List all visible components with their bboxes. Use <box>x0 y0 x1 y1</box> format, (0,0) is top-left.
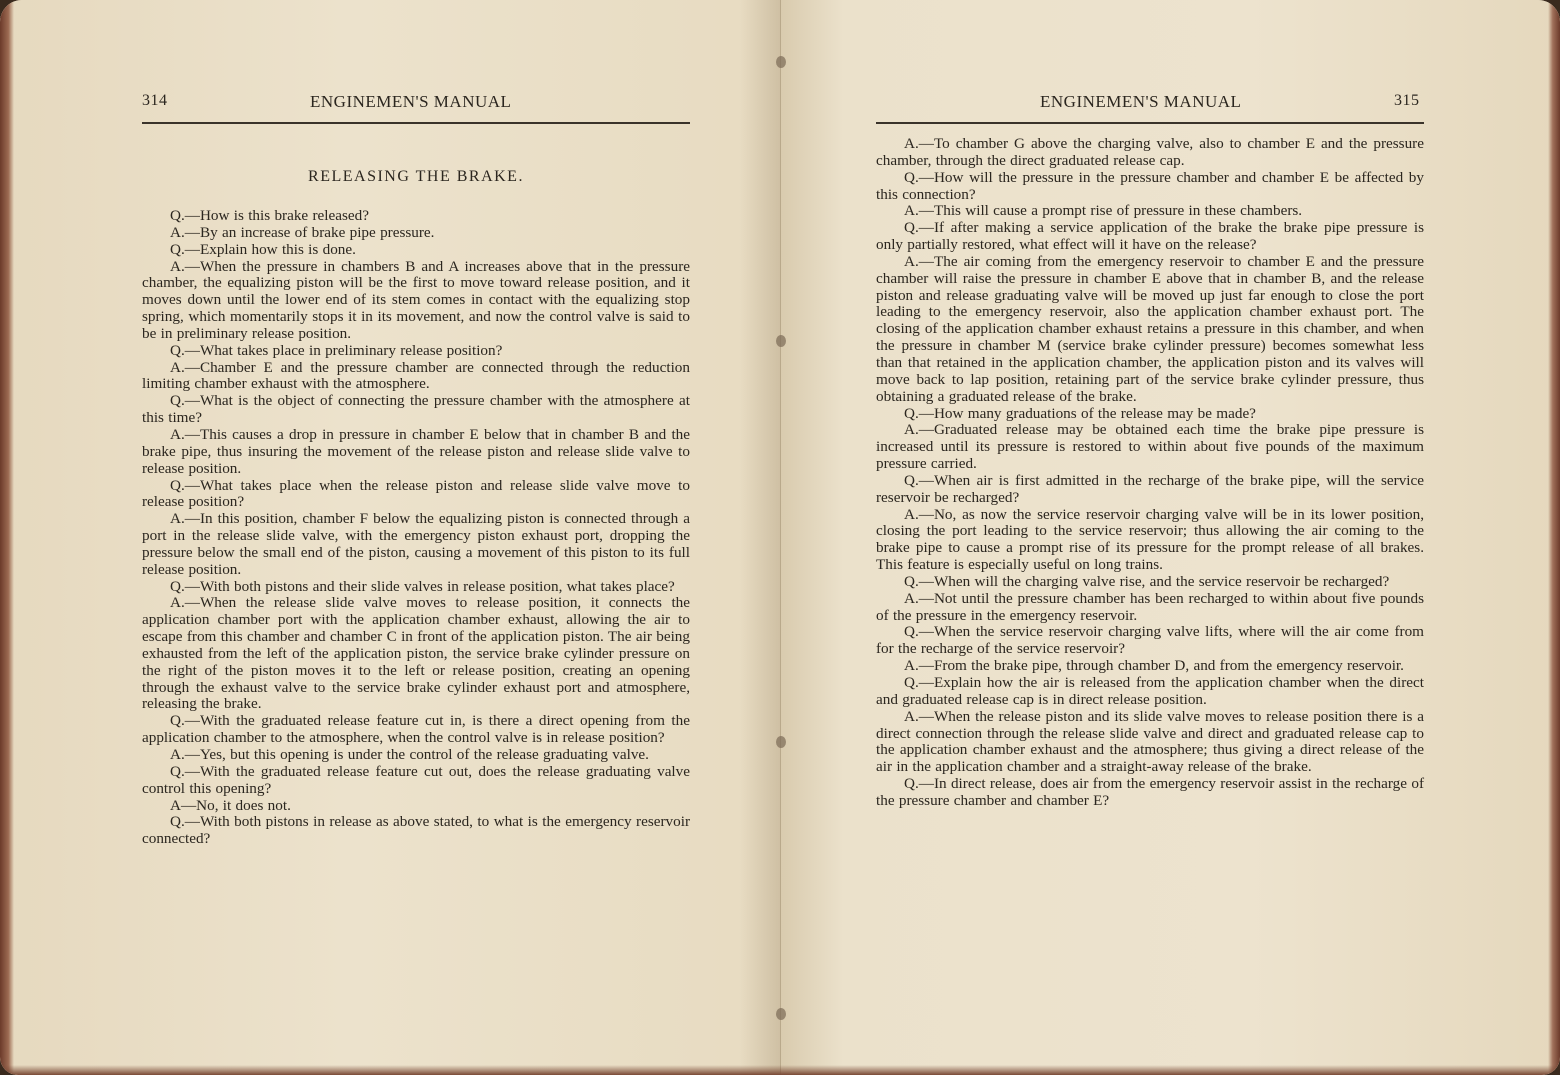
paragraph: Q.—In direct release, does air from the emergency reservoir assist in the recharge of the pressure chamber and chamber E? <box>876 775 1424 809</box>
cover-edge-right <box>1548 0 1560 1075</box>
page-number-left: 314 <box>142 92 168 109</box>
paragraph: A.—When the release piston and its slide valve moves to release position there is a direct connection through the release slide valve and direct and graduated release cap to the application chamber exhaust and the atmosphere; thus giving a direct release of the air in the application chamber and a straight-away release of the brake. <box>876 707 1424 776</box>
header-rule-right <box>876 122 1424 124</box>
left-page-header <box>142 92 690 118</box>
paragraph: Q.—With the graduated release feature cut in, is there a direct opening from the application chamber to the atmosphere, when the control valve is in release position? <box>142 712 690 747</box>
paragraph: A.—In this position, chamber F below the equalizing piston is connected through a port in the release slide valve, with the emergency piston exhaust port, dropping the pressure below the small end of the piston, causing a movement of this piston to its full release position. <box>142 510 690 578</box>
paragraph: Q.—When the service reservoir charging valve lifts, where will the air come from for the recharge of the service reservoir? <box>876 623 1424 658</box>
paragraph: Q.—How many graduations of the release may be made? <box>904 404 1256 422</box>
paragraph: Q.—Explain how this is done. <box>170 240 356 258</box>
paragraph: Q.—What is the object of connecting the pressure chamber with the atmosphere at this time? <box>142 392 690 427</box>
left-page-body <box>142 208 690 848</box>
paragraph: A.—No, as now the service reservoir charging valve will be in its lower position, closing the port leading to the service reservoir; thus allowing the air coming to the brake pipe to cause a prompt rise of its pressure for the prompt release of all brakes. This feature is especially useful on long trains. <box>876 505 1424 574</box>
paragraph: Q.—What takes place in preliminary release position? <box>170 341 503 359</box>
paragraph: Q.—How is this brake released? <box>170 207 369 224</box>
paragraph: A.—The air coming from the emergency reservoir to chamber E and the pressure chamber will raise the pressure in chamber E above that in chamber B, and the release piston and release graduating valve will be moved up just far enough to close the port leading to the emergency reservoir, also the application chamber exhaust port. The closing of the application chamber exhaust retains a pressure in this chamber, and when the pressure in chamber M (service brake cylinder pressure) becomes somewhat less than that retained in the application chamber, the application piston and its valves will move back to lap position, retaining part of the service brake cylinder pressure, thus obtaining a graduated release of the brake. <box>876 252 1424 405</box>
cover-edge-left <box>0 0 14 1075</box>
paragraph: A.—Graduated release may be obtained each time the brake pipe pressure is increased until its pressure is restored to within about five pounds of the maximum pressure carried. <box>876 421 1424 473</box>
paragraph: Q.—How will the pressure in the pressure chamber and chamber E be affected by this connection? <box>876 168 1424 203</box>
running-head-right: ENGINEMEN'S MANUAL <box>1040 92 1242 111</box>
binding-stitch <box>776 1008 786 1020</box>
binding-stitch <box>776 56 786 68</box>
paragraph: Q.—If after making a service application of the brake the brake pipe pressure is only partially restored, what effect will it have on the release? <box>876 219 1424 254</box>
paragraph: A.—Chamber E and the pressure chamber are connected through the reduction limiting chamber exhaust with the atmosphere. <box>142 358 690 393</box>
paragraph: Q.—With the graduated release feature cut out, does the release graduating valve control this opening? <box>142 762 690 797</box>
right-page <box>781 0 1560 1075</box>
binding-stitch <box>776 736 786 748</box>
right-page-body <box>876 136 1424 810</box>
paragraph: A.—This causes a drop in pressure in chamber E below that in chamber B and the brake pipe, thus insuring the movement of the release piston and release slide valve to release position. <box>142 425 690 477</box>
header-rule-left <box>142 122 690 124</box>
page-number-right: 315 <box>1394 92 1420 109</box>
paragraph: A.—By an increase of brake pipe pressure. <box>170 223 435 241</box>
running-head-left: ENGINEMEN'S MANUAL <box>310 92 512 111</box>
paragraph: Q.—Explain how the air is released from the application chamber when the direct and graduated release cap is in direct release position. <box>876 674 1424 708</box>
binding-stitch <box>776 335 786 347</box>
section-heading: RELEASING THE BRAKE. <box>308 168 524 185</box>
paragraph: A.—To chamber G above the charging valve, also to chamber E and the pressure chamber, through the direct graduated release cap. <box>876 135 1424 169</box>
paragraph: A.—From the brake pipe, through chamber D, and from the emergency reservoir. <box>904 657 1404 675</box>
paragraph: A.—Yes, but this opening is under the control of the release graduating valve. <box>170 746 649 763</box>
paragraph: A.—When the release slide valve moves to release position, it connects the application chamber port with the application chamber exhaust, allowing the air to escape from this chamber and chamber C in front of the application piston. The air being exhausted from the left of the application piston, the service brake cylinder pressure on the right of the piston moves it to the left or release position, creating an opening through the exhaust valve to the service brake cylinder exhaust port and atmosphere, releasing the brake. <box>142 594 690 713</box>
paragraph: Q.—What takes place when the release piston and release slide valve move to release position? <box>142 476 690 511</box>
paragraph: Q.—With both pistons in release as above stated, to what is the emergency reservoir connected? <box>142 813 690 848</box>
paragraph: A.—When the pressure in chambers B and A increases above that in the pressure chamber, the equalizing piston will be the first to move toward release position, and it moves down until the lower end of its stem comes in contact with the equalizing stop spring, which momentarily stops it in its movement, and now the control valve is said to be in preliminary release position. <box>142 257 690 342</box>
paragraph: Q.—When air is first admitted in the recharge of the brake pipe, will the service reservoir be recharged? <box>876 471 1424 506</box>
paragraph: Q.—When will the charging valve rise, and the service reservoir be recharged? <box>904 572 1390 590</box>
paragraph: A.—Not until the pressure chamber has been recharged to within about five pounds of the pressure in the emergency reservoir. <box>876 589 1424 624</box>
right-page-header <box>876 92 1424 118</box>
paragraph: Q.—With both pistons and their slide valves in release position, what takes place? <box>170 577 675 595</box>
paragraph: A.—This will cause a prompt rise of pressure in these chambers. <box>904 202 1303 220</box>
paragraph: A—No, it does not. <box>170 796 291 814</box>
cover-edge-bottom <box>0 1065 1560 1075</box>
